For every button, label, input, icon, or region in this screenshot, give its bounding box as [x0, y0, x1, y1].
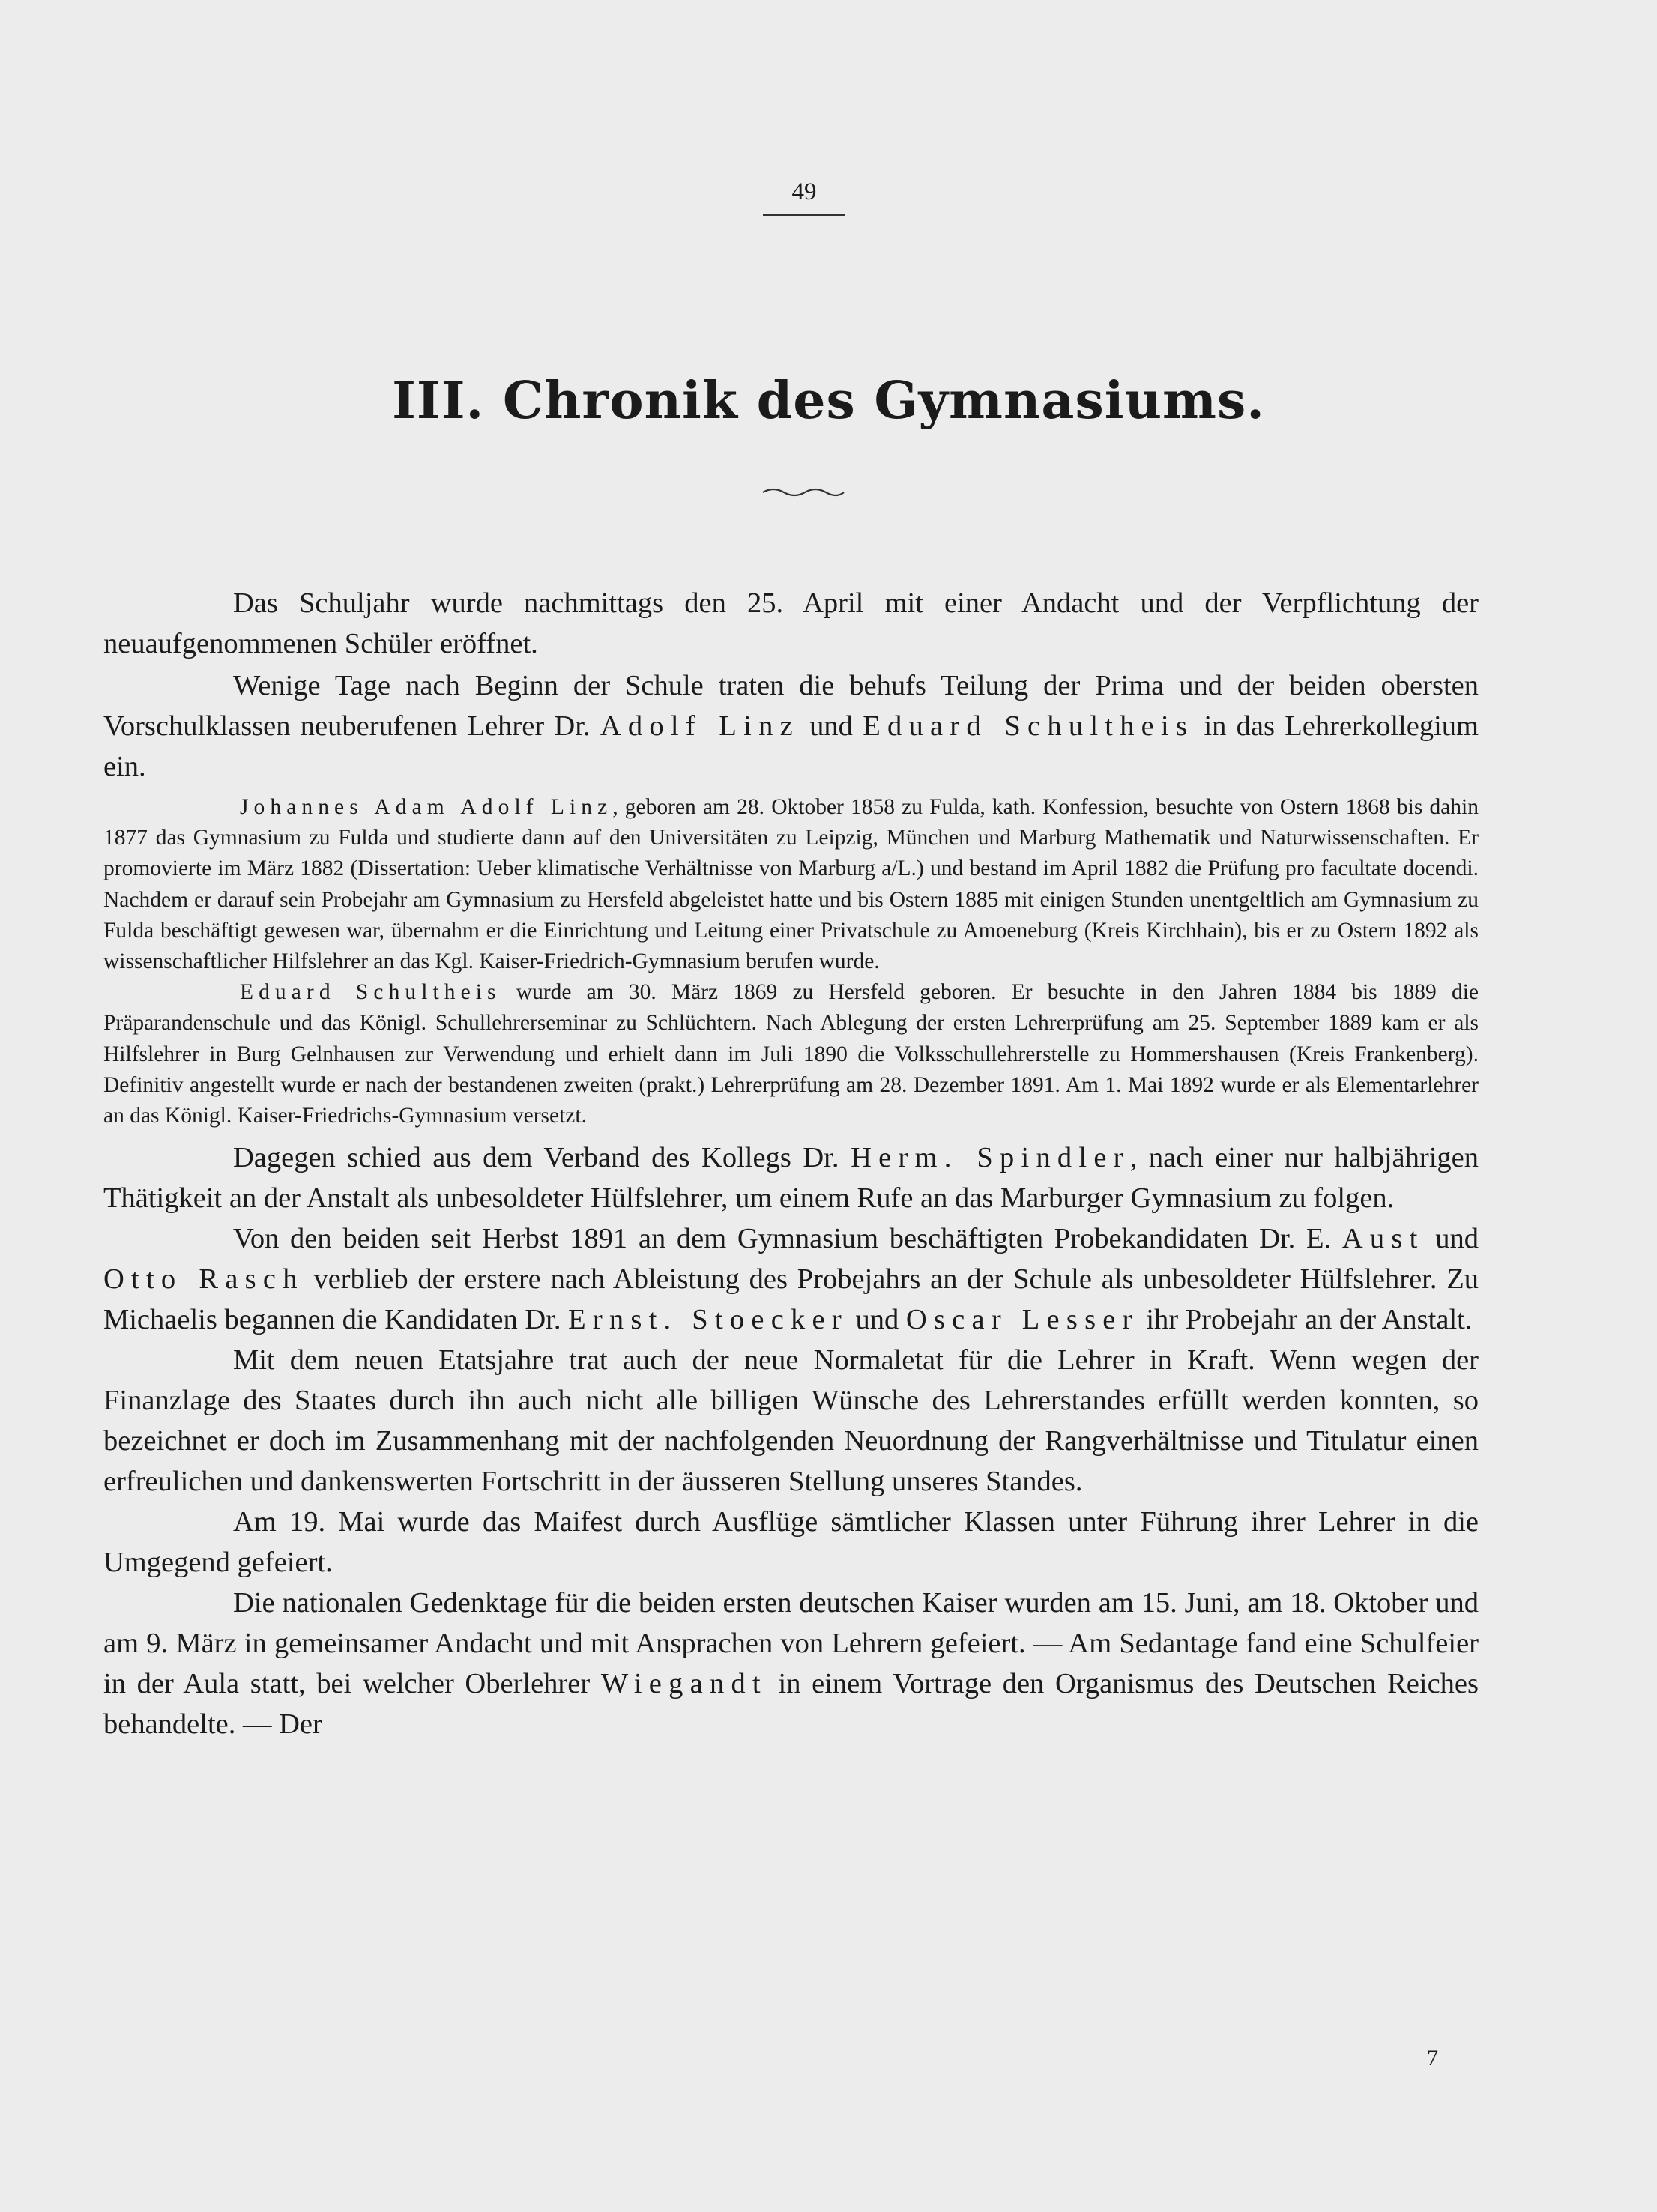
- biography-text: wurde am 30. März 1869 zu Hersfeld geboren. Er besuchte in den Jahren 1884 bis 1889 die Präparandenschule und das Königl. Schullehrerseminar zu Schlüchtern. Nach Ablegung der ersten Lehrerprüfung am 25. September 1889 kam er als Hilfslehrer in Burg Gelnhausen zur Verwendung und erhielt dann im Juli 1890 die Volksschullehrerstelle zu Hommershausen (Kreis Frankenberg). Definitiv angestellt wurde er nach der bestandenen zweiten (prakt.) Lehrerprüfung am 28. Dezember 1891. Am 1. Mai 1892 wurde er als Elementarlehrer an das Königl. Kaiser-Friedrichs-Gymnasium versetzt.: [103, 980, 1479, 1128]
- paragraph-text: Am 19. Mai wurde das Maifest durch Ausflüge sämtlicher Klassen unter Führung ihrer Lehrer in die Umgegend gefeiert.: [103, 1506, 1479, 1579]
- paragraph-text: Mit dem neuen Etatsjahre trat auch der neue Normaletat für die Lehrer in Kraft. Wenn wegen der Finanzlage des Staates durch ihn auch nicht alle billigen Wünsche des Lehrerstandes erfüllt werden konnten, so bezeichnet er doch im Zusammenhang mit der nachfolgenden Neuordnung der Rangverhältnisse und Titulatur einen erfreulichen und dankenswerten Fortschritt in der äusseren Stellung unseres Standes.: [103, 1344, 1479, 1498]
- paragraph-text: Das Schuljahr wurde nachmittags den 25. April mit einer Andacht und der Verpflichtung der neuaufgenommenen Schüler eröffnet.: [103, 587, 1479, 659]
- person-name-full-schultheis: Eduard Schultheis: [240, 980, 501, 1005]
- paragraph-text: Wenige Tage nach Beginn der Schule traten die behufs Teilung der Prima und der beiden obersten Vorschulklassen neuberufenen Lehrer Dr.: [103, 670, 1479, 742]
- chronicle-text: [103, 583, 1479, 1744]
- paragraph-text: in einem Vortrage den Organismus des Deutschen Reiches behandelte. — Der: [103, 1668, 1479, 1741]
- paragraph-text: und: [1424, 1223, 1479, 1255]
- paragraph-may-festival: [103, 1502, 1479, 1583]
- biography-schultheis: [103, 977, 1479, 1131]
- paragraph-text: verblieb der erstere nach Ableistung des Probejahrs an der Schule als unbesoldeter Hülfslehrer. Zu Michaelis begannen die Kandidaten Dr.: [103, 1263, 1479, 1336]
- person-name-schultheis: Eduard Schultheis: [863, 710, 1195, 742]
- page-number-rule: [763, 214, 845, 216]
- paragraph-text: Die nationalen Gedenktage für die beiden ersten deutschen Kaiser wurden am 15. Juni, am 18. Oktober und am 9. März in gemeinsamer Andacht und mit Ansprachen von Lehrern gefeiert. — Am Sedantage fand eine Schulfeier in der Aula statt, bei welcher Oberlehrer: [103, 1587, 1479, 1700]
- person-name-spindler: Herm. Spindler: [851, 1142, 1130, 1174]
- chapter-heading: III. Chronik des Gymnasiums.: [392, 371, 1265, 431]
- person-name-rasch: Otto Rasch: [103, 1263, 304, 1296]
- paragraph-new-teachers: [103, 665, 1479, 787]
- paragraph-salary-scale: [103, 1340, 1479, 1502]
- paragraph-text: Dagegen schied aus dem Verband des Kollegs Dr.: [233, 1142, 851, 1174]
- paragraph-spindler-departure: [103, 1137, 1479, 1218]
- biography-linz: [103, 792, 1479, 977]
- person-name-stoecker: Ernst. Stoecker: [568, 1304, 848, 1336]
- signature-mark: 7: [1427, 2046, 1438, 2070]
- biography-text: , geboren am 28. Oktober 1858 zu Fulda, kath. Konfession, besuchte von Ostern 1868 bis dahin 1877 das Gymnasium zu Fulda und studierte dann auf den Universitäten zu Leipzig, München und Marburg Mathematik und Naturwissenschaften. Er promovierte im März 1882 (Dissertation: Ueber klimatische Verhältnisse von Marburg a/L.) und bestand im April 1882 die Prüfung pro facultate docendi. Nachdem er darauf sein Probejahr am Gymnasium zu Hersfeld abgeleistet hatte und bis Ostern 1885 mit einigen Stunden unentgeltlich am Gymnasium zu Fulda beschäftigt gewesen war, übernahm er die Einrichtung und Leitung einer Privatschule zu Amoeneburg (Kreis Kirchhain), bis er zu Ostern 1892 als wissenschaftlicher Hilfslehrer an das Kgl. Kaiser-Friedrich-Gymnasium berufen wurde.: [103, 795, 1479, 974]
- paragraph-text: und: [848, 1304, 906, 1336]
- person-name-lesser: Oscar Lesser: [905, 1304, 1139, 1336]
- person-name-aust: Aust: [1341, 1223, 1425, 1255]
- paragraph-text: und: [799, 710, 863, 742]
- person-name-wiegandt: Wiegandt: [600, 1668, 767, 1700]
- paragraph-text: ihr Probejahr an der Anstalt.: [1138, 1304, 1473, 1336]
- paragraph-text: , nach einer nur halbjährigen Thätigkeit an der Anstalt als unbesoldeter Hülfslehrer, um einem Rufe an das Marburger Gymnasium zu folgen.: [103, 1142, 1479, 1215]
- paragraph-school-year-opening: [103, 583, 1479, 664]
- paragraph-national-memorial-days: [103, 1583, 1479, 1744]
- swung-dash-ornament: [761, 486, 845, 498]
- person-name-linz: Adolf Linz: [600, 710, 800, 742]
- page-number: 49: [791, 178, 817, 205]
- paragraph-text: in das Lehrerkollegium ein.: [103, 710, 1479, 782]
- paragraph-probationary-candidates: [103, 1218, 1479, 1340]
- paragraph-text: Von den beiden seit Herbst 1891 an dem Gymnasium beschäftigten Probekandidaten Dr. E.: [233, 1223, 1342, 1255]
- person-name-full-linz: Johannes Adam Adolf Linz: [240, 795, 613, 819]
